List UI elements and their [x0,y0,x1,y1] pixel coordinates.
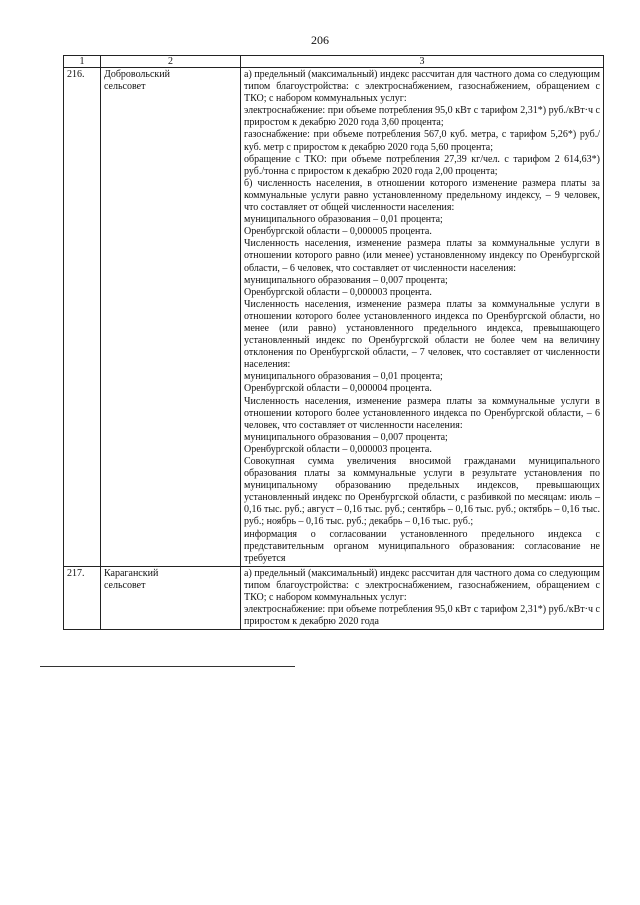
text-line: Оренбургской области – 0,000003 процента. [244,286,432,298]
index-description [241,566,604,629]
text-line: информация о согласовании установленного предельного индекса с представительным органом муниципального образования: согласование не требуется [244,528,600,564]
text-line: газоснабжение: при объеме потребления 567,0 куб. метра, с тарифом 5,26*) руб./куб. метр с приростом к декабрю 2020 года 5,60 процента; [244,129,600,153]
text-line: обращение с ТКО: при объеме потребления 27,39 кг/чел. с тарифом 2 614,63*) руб./тонна с приростом к декабрю 2020 года 2,00 процента; [244,153,600,177]
text-line: электроснабжение: при объеме потребления 95,0 кВт с тарифом 2,31*) руб./кВт·ч с приростом к декабрю 2020 года 3,60 процента; [244,105,600,129]
text-line: муниципального образования – 0,007 процента; [244,274,448,286]
text-line: муниципального образования – 0,007 процента; [244,431,448,443]
text-line: Численность населения, изменение размера платы за коммунальные услуги в отношении которого равно (или менее) установленному индексу по Оренбургской области, – 6 человек, что составляет от численности населения: [244,238,600,274]
municipality-name: Караганский сельсовет [101,566,241,629]
text-line: а) предельный (максимальный) индекс рассчитан для частного дома со следующим типом благоустройства: с электроснабжением, газоснабжением, обращением с ТКО; с набором коммунальных услуг: [244,69,600,105]
text-line: а) предельный (максимальный) индекс рассчитан для частного дома со следующим типом благоустройства: с электроснабжением, газоснабжением, обращением с ТКО; с набором коммунальных услуг: [244,567,600,604]
text-line: Совокупная сумма увеличения вносимой гражданами муниципального образования платы за коммунальные услуги в результате установления по муниципальному образованию предельных индексов, превышающих установленный индекс по Оренбургской области, с разбивкой по месяцам: июль – 0,16 тыс. руб.; август – 0,16 тыс. руб.; сентябрь – 0,16 тыс. руб.; октябрь – 0,16 тыс. руб.; ноябрь – 0,16 тыс. руб.; декабрь – 0,16 тыс. руб.; [244,456,600,528]
table-row [64,566,604,629]
text-line: Оренбургской области – 0,000004 процента. [244,383,432,395]
column-header-number: 1 [64,56,101,68]
text-line: муниципального образования – 0,01 процента; [244,371,443,383]
text-line: Оренбургской области – 0,000005 процента. [244,226,432,238]
text-line: Оренбургской области – 0,000003 процента. [244,443,432,455]
text-line: муниципального образования – 0,01 процента; [244,214,443,226]
index-description [241,68,604,567]
text-line: б) численность населения, в отношении которого изменение размера платы за коммунальные услуги равно установленному предельному индексу, – 9 человек, что составляет от общей численности населения: [244,177,600,214]
table-header-row [64,56,604,68]
text-line: Численность населения, изменение размера платы за коммунальные услуги в отношении которого более установленного индекса по Оренбургской области, – 6 человек, что составляет от численности населения: [244,395,600,431]
row-number: 217. [64,566,101,629]
municipality-name: Добровольский сельсовет [101,68,241,567]
page-number: 206 [311,33,329,47]
municipal-index-table [63,55,604,630]
column-header-description: 3 [241,56,604,68]
page-break-line [40,666,295,667]
text-line: электроснабжение: при объеме потребления 95,0 кВт с тарифом 2,31*) руб./кВт·ч с приростом к декабрю 2020 года [244,604,600,628]
column-header-name: 2 [101,56,241,68]
table-row [64,68,604,567]
row-number: 216. [64,68,101,567]
text-line: Численность населения, изменение размера платы за коммунальные услуги в отношении которого более установленного индекса по Оренбургской области, но менее (или равно) установленного предельного индекса, превышающего установленный индекс по Оренбургской области не более чем на величину отклонения по Оренбургской области, – 7 человек, что составляет от численности населения: [244,298,600,371]
